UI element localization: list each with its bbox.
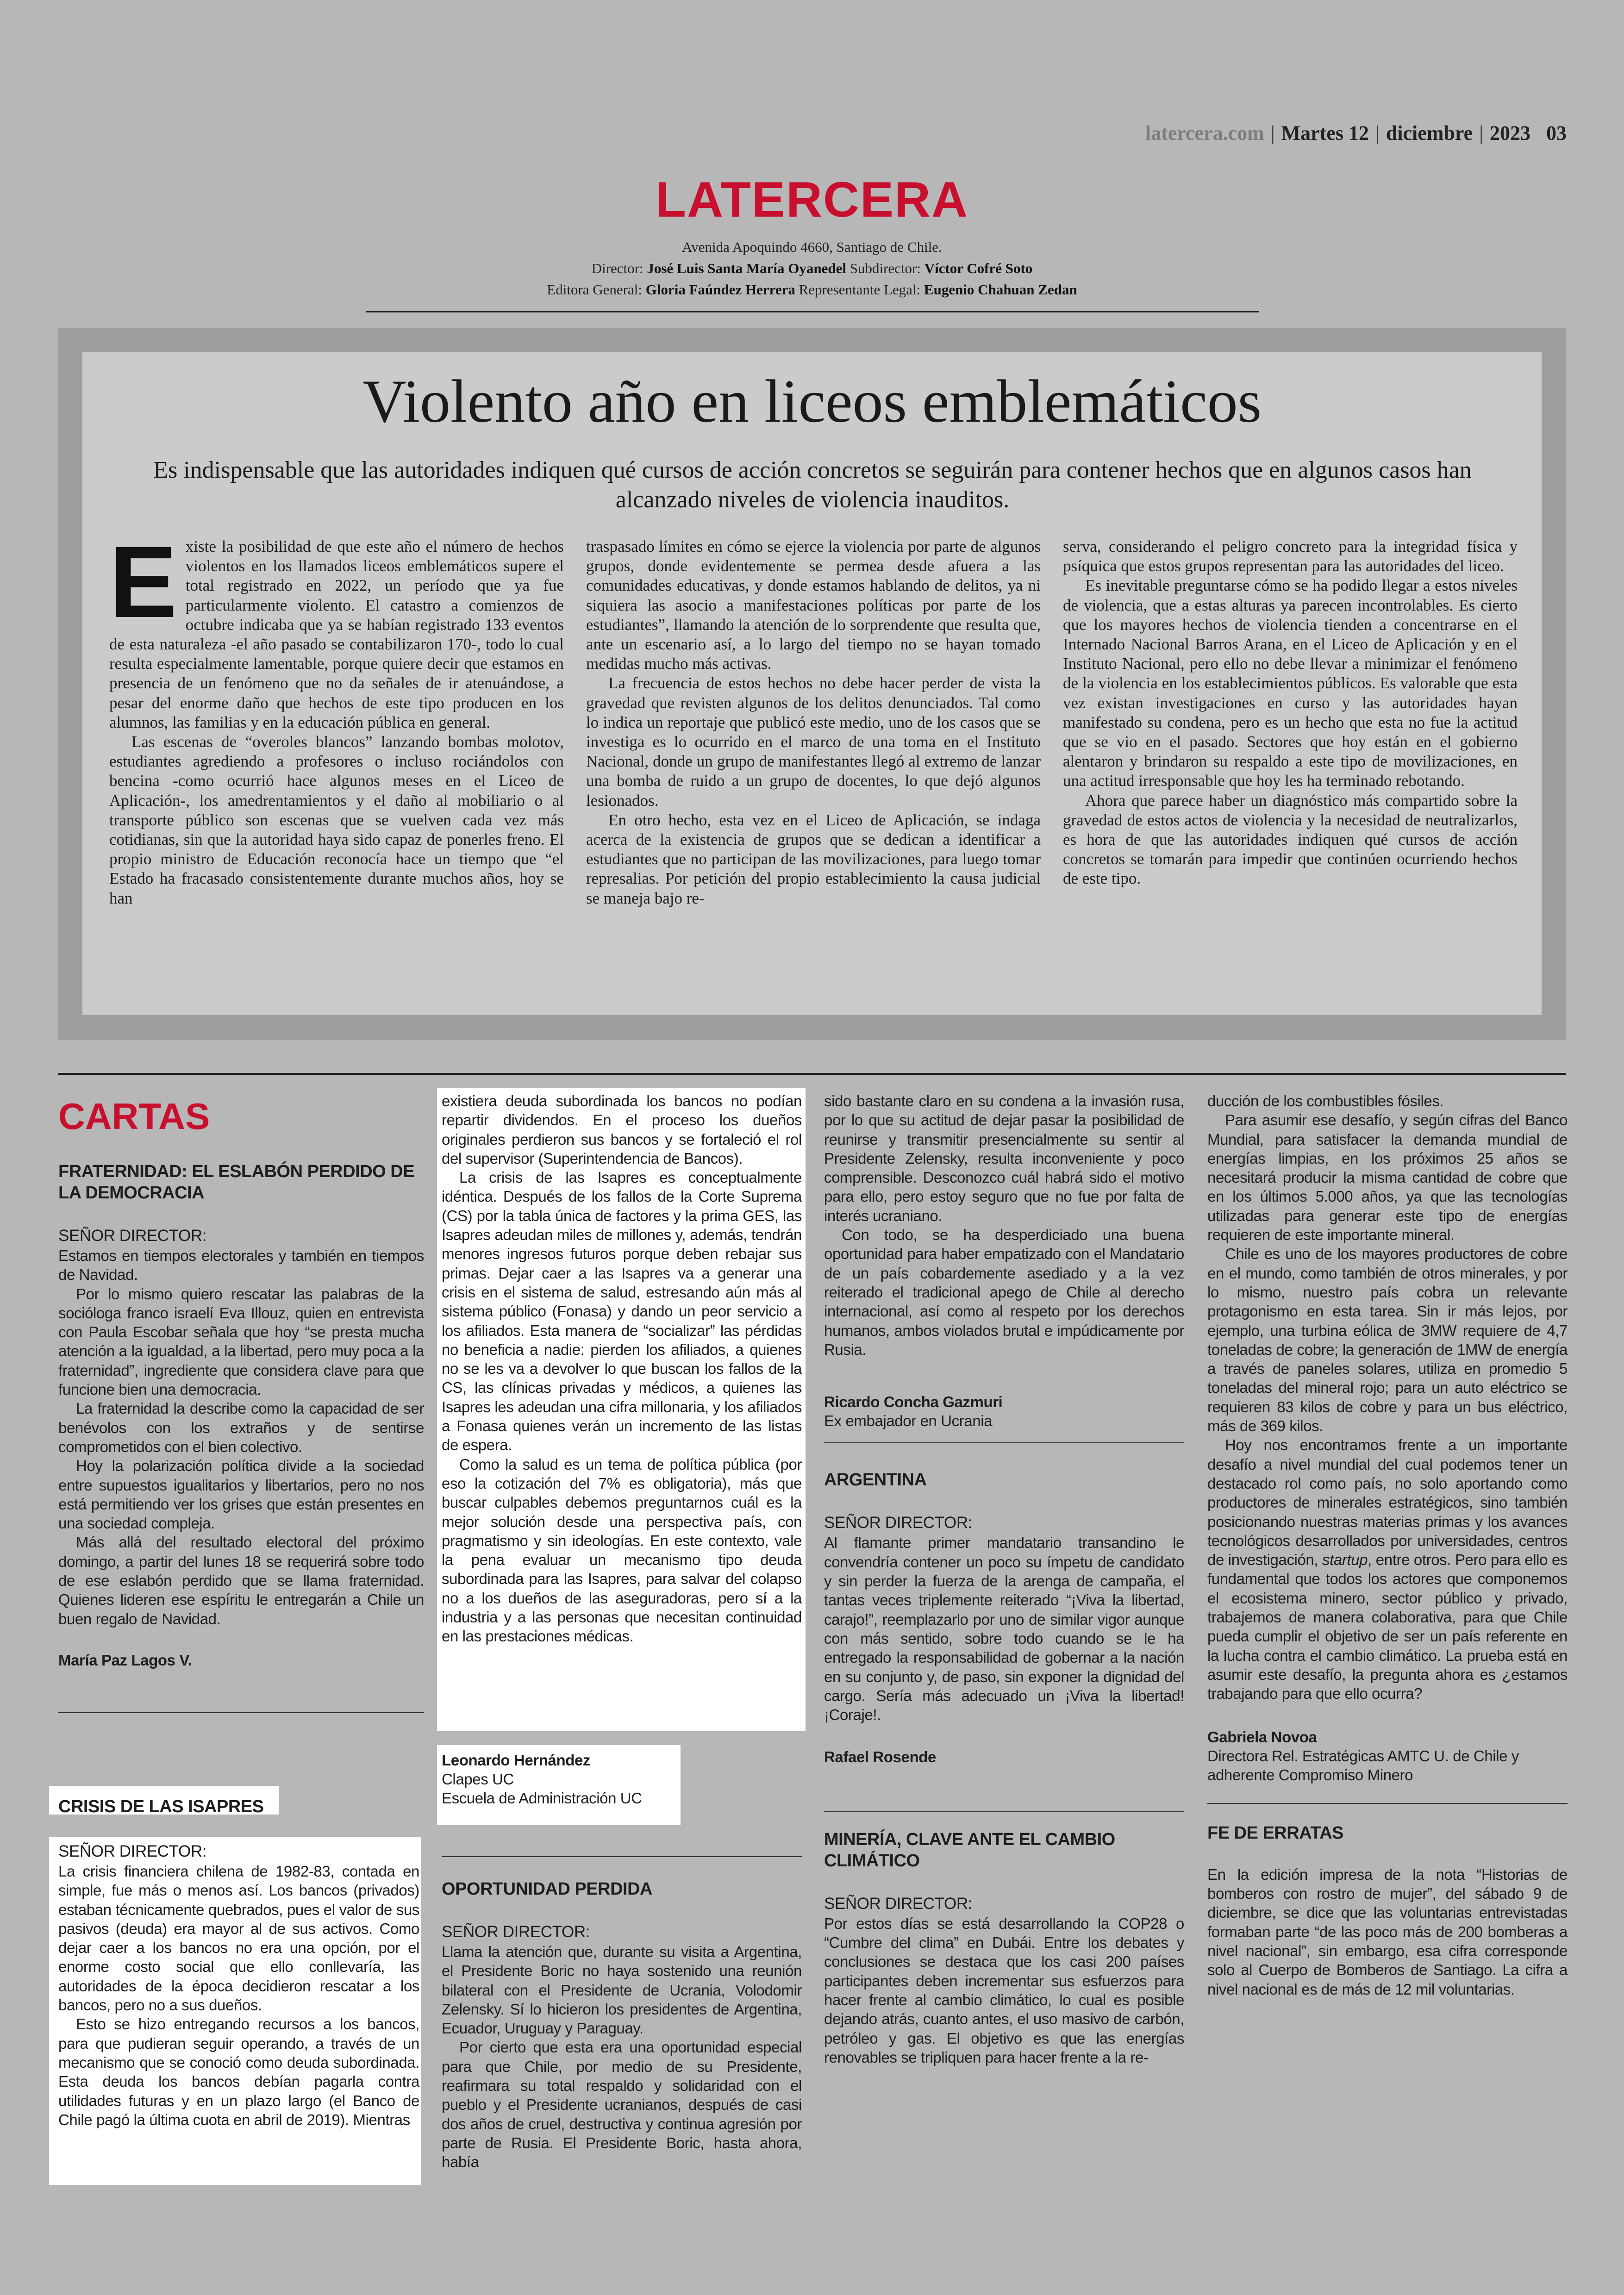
letter-paragraph: La fraternidad la describe como la capacidad de ser benévolos con los extraños y de sentirse comprometidos con el bien colectivo. bbox=[58, 1400, 424, 1455]
site-name: latercera.com bbox=[1145, 122, 1264, 144]
editorial-column-1 bbox=[109, 537, 564, 995]
letter-divider bbox=[58, 1712, 424, 1713]
letter-paragraph: existiera deuda subordinada los bancos no podían repartir dividendos. En el proceso los dueños originales perdieron sus bancos y se fortaleció el rol del supervisor (Superintendencia de Bancos). bbox=[442, 1092, 802, 1167]
header-month: diciembre bbox=[1386, 122, 1473, 144]
editorial-paragraph: La frecuencia de estos hechos no debe hacer perder de vista la gravedad que revisten algunos de los delitos denunciados. Tal como lo indica un reportaje que publicó este medio, uno de los casos que se investiga es lo ocurrido en el marco de una toma en el Instituto Nacional, donde un grupo de manifestantes llegó al extremo de lanzar una bomba de ruido a un grupo de docentes, lo que dejó algunos lesionados. bbox=[586, 674, 1041, 810]
letter-isapres-part-2 bbox=[442, 1091, 802, 1646]
letter-divider bbox=[824, 1811, 1184, 1812]
editorial-paragraph: Las escenas de “overoles blancos” lanzando bombas molotov, estudiantes agrediendo a profesores o incluso rociándolos con bencina -como ocurrió hace algunos meses en el Liceo de Aplicación-, los amedrentamientos y el daño al mobiliario o al transporte público son escenas que se vuelven cada vez más cotidianas, sin que la autoridad haya sido capaz de ponerles freno. El propio ministro de Educación reconocía hace un tiempo que “el Estado ha fracasado consistentemente durante muchos años, hoy se han bbox=[109, 733, 564, 907]
letter-paragraph: Chile es uno de los mayores productores de cobre en el mundo, como también de otros minerales, y por lo mismo, nuestro país cobra un relevante protagonismo en esta tarea. Sin ir más lejos, por ejemplo, una turbina eólica de 3MW requiere de 4,7 toneladas de cobre; la generación de 1MW de energía a través de paneles solares, utiliza en promedio 5 toneladas del mineral rojo; para un auto eléctrico se requieren 83 kilos de cobre y para un bus eléctrico, más de 369 kilos. bbox=[1207, 1245, 1568, 1435]
letter-paragraph: Esto se hizo entregando recursos a los bancos, para que pudieran seguir operando, a través de un mecanismo que se conoció como deuda subordinada. Esta deuda los bancos debían pagarla contra utilidades futuras y en un plazo largo (el Banco de Chile pagó la última cuota en abril de 2019). Mientras bbox=[58, 2015, 419, 2128]
masthead-staff-line-2: Editora General: Gloria Faúndez Herrera Representante Legal: Eugenio Chahuan Zedan bbox=[547, 281, 1077, 298]
letter-signature-affiliation: Ex embajador en Ucrania bbox=[824, 1412, 993, 1430]
letter-paragraph: Hoy la polarización política divide a la sociedad entre supuestos igualitarios y libertarios, pero no nos está permitiendo ver los grises que están presentes en una sociedad compleja. bbox=[58, 1457, 424, 1532]
letter-salutation: SEÑOR DIRECTOR: bbox=[824, 1894, 973, 1913]
letter-title: OPORTUNIDAD PERDIDA bbox=[442, 1879, 652, 1899]
editorial-paragraph: traspasado límites en cómo se ejerce la violencia por parte de algunos grupos, donde evidentemente se permea desde afuera a las comunidades educativas, y donde estamos hablando de delitos, ya ni siquiera las asocio a manifestaciones políticas por parte de los estudiantes”, llamando la atención de lo sorprendente que resulta que, ante un escenario así, a lo largo del tiempo no se hayan tomado medidas mucho más activas. bbox=[586, 537, 1041, 673]
cartas-section-title: CARTAS bbox=[58, 1096, 210, 1137]
letter-paragraph: Llama la atención que, durante su visita a Argentina, el Presidente Boric no haya sostenido una reunión bilateral con el Presidente de Ucrania, Volodomir Zelensky. Sí lo hicieron los presidentes de Argentina, Ecuador, Uruguay y Paraguay. bbox=[442, 1943, 802, 2037]
letter-paragraph: Hoy nos encontramos frente a un importante desafío a nivel mundial del cual podemos tener un destacado rol como país, no solo aportando como productores de minerales estratégicos, sino también posicionando nuestras materias primas y los avances tecnológicos desarrollados por universidades, centros de investigación, startup, entre otros. Pero para ello es fundamental que todos los actores que componemos el ecosistema minero, sector público y privado, trabajemos de manera colaborativa, para que Chile pueda cumplir el objetivo de ser un país referente en la lucha contra el cambio climático. La prueba está en asumir este desafío, la pregunta ahora es ¿estamos trabajando para que ello ocurra? bbox=[1207, 1436, 1568, 1703]
letter-signature: Leonardo Hernández bbox=[442, 1752, 591, 1769]
letter-paragraph: ducción de los combustibles fósiles. bbox=[1207, 1092, 1444, 1110]
letter-signature-affiliation: Directora Rel. Estratégicas AMTC U. de Chile y adherente Compromiso Minero bbox=[1207, 1747, 1519, 1784]
letter-paragraph: Estamos en tiempos electorales y también en tiempos de Navidad. bbox=[58, 1247, 424, 1284]
editora-name: Gloria Faúndez Herrera bbox=[645, 281, 795, 298]
editorial-paragraph: Ahora que parece haber un diagnóstico más compartido sobre la gravedad de estos actos de violencia y la necesidad de neutralizarlos, es hora de que las autoridades indiquen qué cursos de acción concretos se tomarán para impedir que continúen ocurriendo hechos de este tipo. bbox=[1063, 791, 1518, 888]
letter-divider bbox=[1207, 1803, 1568, 1804]
letter-title: MINERÍA, CLAVE ANTE EL CAMBIO CLIMÁTICO bbox=[824, 1829, 1115, 1871]
masthead-divider bbox=[366, 311, 1259, 312]
header-year: 2023 bbox=[1490, 122, 1530, 144]
letter-divider bbox=[442, 1856, 802, 1857]
letter-title: FE DE ERRATAS bbox=[1207, 1823, 1343, 1843]
letter-paragraph: Por lo mismo quiero rescatar las palabras de la socióloga franco israelí Eva Illouz, quien en entrevista con Paula Escobar señala que hoy “se presta mucha atención a la igualdad, a la libertad, pero muy poca a la fraternidad”, ingrediente que considera clave para que funcione bien una democracia. bbox=[58, 1285, 424, 1398]
editorial-title: Violento año en liceos emblemáticos bbox=[362, 367, 1262, 435]
letter-isapres-title-wrap bbox=[58, 1796, 419, 1817]
letter-title: CRISIS DE LAS ISAPRES bbox=[58, 1797, 264, 1816]
letter-fraternidad bbox=[58, 1161, 424, 1713]
page-number: 03 bbox=[1546, 122, 1567, 144]
editorial-lead: Es indispensable que las autoridades indiquen qué cursos de acción concretos se seguirán para contener hechos que en algunos casos han alcanzado niveles de violencia inauditos. bbox=[153, 457, 1472, 513]
editorial-paragraph: En otro hecho, esta vez en el Liceo de Aplicación, se indaga acerca de la existencia de grupos que se dedican a identificar a estudiantes que no participan de las movilizaciones, para luego tomar represalias. Por petición del propio establecimiento la causa judicial se maneja bajo re- bbox=[586, 811, 1041, 907]
letter-paragraph: En la edición impresa de la nota “Historias de bomberos con rostro de mujer”, del sábado 9 de diciembre, se dice que las voluntarias entrevistadas formaban parte “de las poco más de 200 bomberas a nivel nacional”, sin embargo, esa cifra corresponde solo al Cuerpo de Bomberos de Santiago. La cifra a nivel nacional es de más de 12 mil voluntarias. bbox=[1207, 1865, 1568, 1998]
letter-paragraph: La crisis de las Isapres es conceptualmente idéntica. Después de los fallos de la Corte Suprema (CS) por la tabla única de factores y la prima GES, las Isapres adeudan miles de millones y, además, tendrán menores ingresos futuros porque deben rebajar sus primas. Dejar caer a las Isapres va a generar una crisis en el sistema de salud, estresando aún más al sistema público (Fonasa) y dando un peor servicio a los afiliados. Esta manera de “socializar” las pérdidas no beneficia a nadie: pierden los afiliados, a quienes no se les va a devolver lo que buscan los fallos de la CS, las clínicas privadas y médicos, a quienes las Isapres les adeudan una cifra millonaria, y los afiliados a Fonasa quienes verán un incremento de las listas de espera. bbox=[442, 1169, 802, 1454]
letter-signature: Rafael Rosende bbox=[824, 1748, 936, 1766]
letter-title: FRATERNIDAD: EL ESLABÓN PERDIDO DE LA DEMOCRACIA bbox=[58, 1162, 415, 1203]
letter-salutation: SEÑOR DIRECTOR: bbox=[442, 1923, 590, 1941]
cartas-column-4 bbox=[1207, 1091, 1568, 1999]
letter-paragraph: sido bastante claro en su condena a la invasión rusa, por lo que su actitud de dejar pasar la posibilidad de reunirse y transmitir presencialmente su sentir al Presidente Zelensky, resulta inconveniente y poco comprensible. Desconozco cuál habrá sido el motivo para ello, pero estoy seguro que no fue por falta de interés ucraniano. bbox=[824, 1092, 1184, 1224]
legal-name: Eugenio Chahuan Zedan bbox=[924, 281, 1077, 298]
editorial-paragraph: Es inevitable preguntarse cómo se ha podido llegar a estos niveles de violencia, que a estas alturas ya parecen incontrolables. Es cierto que los mayores hechos de violencia tienden a concentrarse en el Internado Nacional Barros Arana, en el Liceo de Aplicación y en el Instituto Nacional, pero ello no debe llevar a minimizar el fenómeno de la violencia en los establecimientos públicos. Es valorable que esta vez existan investigaciones en curso y las autoridades hayan manifestado su condena, pero es un hecho que esta no fue la actitud que se vio en el pasado. Sectores que hoy están en el gobierno alentaron y brindaron su respaldo a este tipo de movilizaciones, en una actitud irresponsable que hoy les ha terminado rebotando. bbox=[1063, 576, 1518, 790]
masthead-address: Avenida Apoquindo 4660, Santiago de Chile. bbox=[682, 239, 942, 255]
masthead-staff-line-1: Director: José Luis Santa María Oyanedel Subdirector: Víctor Cofré Soto bbox=[591, 260, 1033, 276]
letter-signature: María Paz Lagos V. bbox=[58, 1651, 192, 1669]
letter-isapres-signature bbox=[442, 1751, 673, 1808]
letter-paragraph: Con todo, se ha desperdiciado una buena oportunidad para haber empatizado con el Mandatario de un país cobardemente asediado y a la vez reiterado el tradicional apego de Chile al derecho internacional, así como al respeto por los derechos humanos, ambos violados brutal e impúdicamente por Rusia. bbox=[824, 1226, 1184, 1358]
letter-paragraph: Como la salud es un tema de política pública (por eso la cotización del 7% es obligatoria), más que buscar culpables debemos preguntarnos cuál es la mejor solución desde una perspectiva país, con pragmatismo y sin ideologías. En este contexto, vale la pena evaluar un mecanismo tipo deuda subordinada para las Isapres, para salvar del colapso no a los dueños de las aseguradoras, pero sí a la industria y a las personas que necesitan continuidad en las prestaciones médicas. bbox=[442, 1455, 802, 1645]
editorial-column-2 bbox=[586, 537, 1041, 995]
letter-paragraph: Más allá del resultado electoral del próximo domingo, a partir del lunes 18 se requerirá sobre todo de ese eslabón perdido que se llama fraternidad. Quienes lideren ese espíritu le entregarán a Chile un buen regalo de Navidad. bbox=[58, 1534, 424, 1628]
letter-salutation: SEÑOR DIRECTOR: bbox=[58, 1842, 207, 1860]
cartas-column-3 bbox=[824, 1091, 1184, 2067]
letter-paragraph: Para asumir ese desafío, y según cifras del Banco Mundial, para satisfacer la demanda mundial de energías limpias, en los próximos 25 años se necesitará producir la misma cantidad de cobre que en los últimos 5.000 años, ya que las tecnologías utilizadas para generar este tipo de energías requieren de este importante mineral. bbox=[1207, 1111, 1568, 1244]
editorial-column-3 bbox=[1063, 537, 1518, 995]
header-day: Martes 12 bbox=[1281, 122, 1369, 144]
letter-signature: Ricardo Concha Gazmuri bbox=[824, 1393, 1003, 1411]
letter-paragraph: La crisis financiera chilena de 1982-83, contada en simple, fue más o menos así. Los bancos (privados) estaban técnicamente quebrados, pues el valor de sus pasivos (deuda) era mayor al de sus activos. Como dejar caer a los bancos no era una opción, por el enorme costo social que ello conllevaría, las autoridades de la época decidieron rescatar a los bancos, pero no a sus dueños. bbox=[58, 1863, 419, 2014]
letter-signature: Gabriela Novoa bbox=[1207, 1728, 1317, 1746]
letter-signature-affiliation: Clapes UC bbox=[442, 1771, 514, 1788]
subdirector-name: Víctor Cofré Soto bbox=[924, 260, 1033, 276]
letter-salutation: SEÑOR DIRECTOR: bbox=[824, 1514, 973, 1532]
letter-signature-affiliation: Escuela de Administración UC bbox=[442, 1790, 642, 1807]
newspaper-logo: LATERCERA bbox=[656, 171, 968, 227]
letter-oportunidad-part-1 bbox=[442, 1856, 802, 2172]
letter-paragraph: Por cierto que esta era una oportunidad especial para que Chile, por medio de su Presidente, reafirmara su total respaldo y solidaridad con el pueblo y el Presidente ucranianos, después de casi dos años de cruel, destructiva y continua agresión por parte de Rusia. El Presidente Boric, hasta ahora, había bbox=[442, 2039, 802, 2171]
letter-paragraph: Por estos días se está desarrollando la COP28 o “Cumbre del clima” en Dubái. Entre los debates y conclusiones se destaca que los casi 200 países participantes deben incrementar sus esfuerzos para hacer frente al cambio climático, lo cual es posible dejando atrás, cuanto antes, el uso masivo de carbón, petróleo y gas. El objetivo es que las energías renovables se tripliquen para hacer frente a la re- bbox=[824, 1915, 1184, 2066]
editorial-paragraph: Existe la posibilidad de que este año el número de hechos violentos en los llamados liceos emblemáticos supere el total registrado en 2022, un período que ya fue particularmente violento. El catastro a comienzos de octubre indicaba que ya se habían registrado 133 eventos de esta naturaleza -el año pasado se contabilizaron 170-, todo lo cual resulta especialmente lamentable, porque quiere decir que estamos en presencia de un fenómeno que no da señales de ir atenuándose, a pesar del enorme daño que hechos de este tipo producen en los alumnos, las familias y en la educación pública en general. bbox=[109, 537, 564, 731]
letter-divider bbox=[824, 1442, 1184, 1443]
letter-paragraph: Al flamante primer mandatario transandino le convendría contener un poco su ímpetu de candidato y sin perder la fuerza de la arenga de campaña, el tantas veces triplemente reiterado “¡Viva la libertad, carajo!”, reemplazarlo por uno de similar vigor aunque con más sentido, sobre todo cuando se le ha entregado la responsabilidad de gobernar a la nación en su conjunto y, de paso, sin exponer la dignidad del cargo. Sería más adecuado un ¡Viva la libertad! ¡Coraje!. bbox=[824, 1534, 1184, 1724]
director-name: José Luis Santa María Oyanedel bbox=[647, 260, 846, 276]
drop-cap: E bbox=[109, 537, 177, 639]
letter-salutation: SEÑOR DIRECTOR: bbox=[58, 1227, 207, 1245]
letter-title: ARGENTINA bbox=[824, 1470, 927, 1490]
page-header: latercera.com | Martes 12 | diciembre | 2023 03 bbox=[1145, 122, 1567, 144]
letter-isapres-part-1 bbox=[58, 1841, 419, 2129]
section-divider bbox=[58, 1073, 1566, 1075]
masthead bbox=[0, 170, 1624, 300]
editorial-paragraph: serva, considerando el peligro concreto para la integridad física y psíquica que estos grupos representan para las autoridades del liceo. bbox=[1063, 537, 1518, 575]
